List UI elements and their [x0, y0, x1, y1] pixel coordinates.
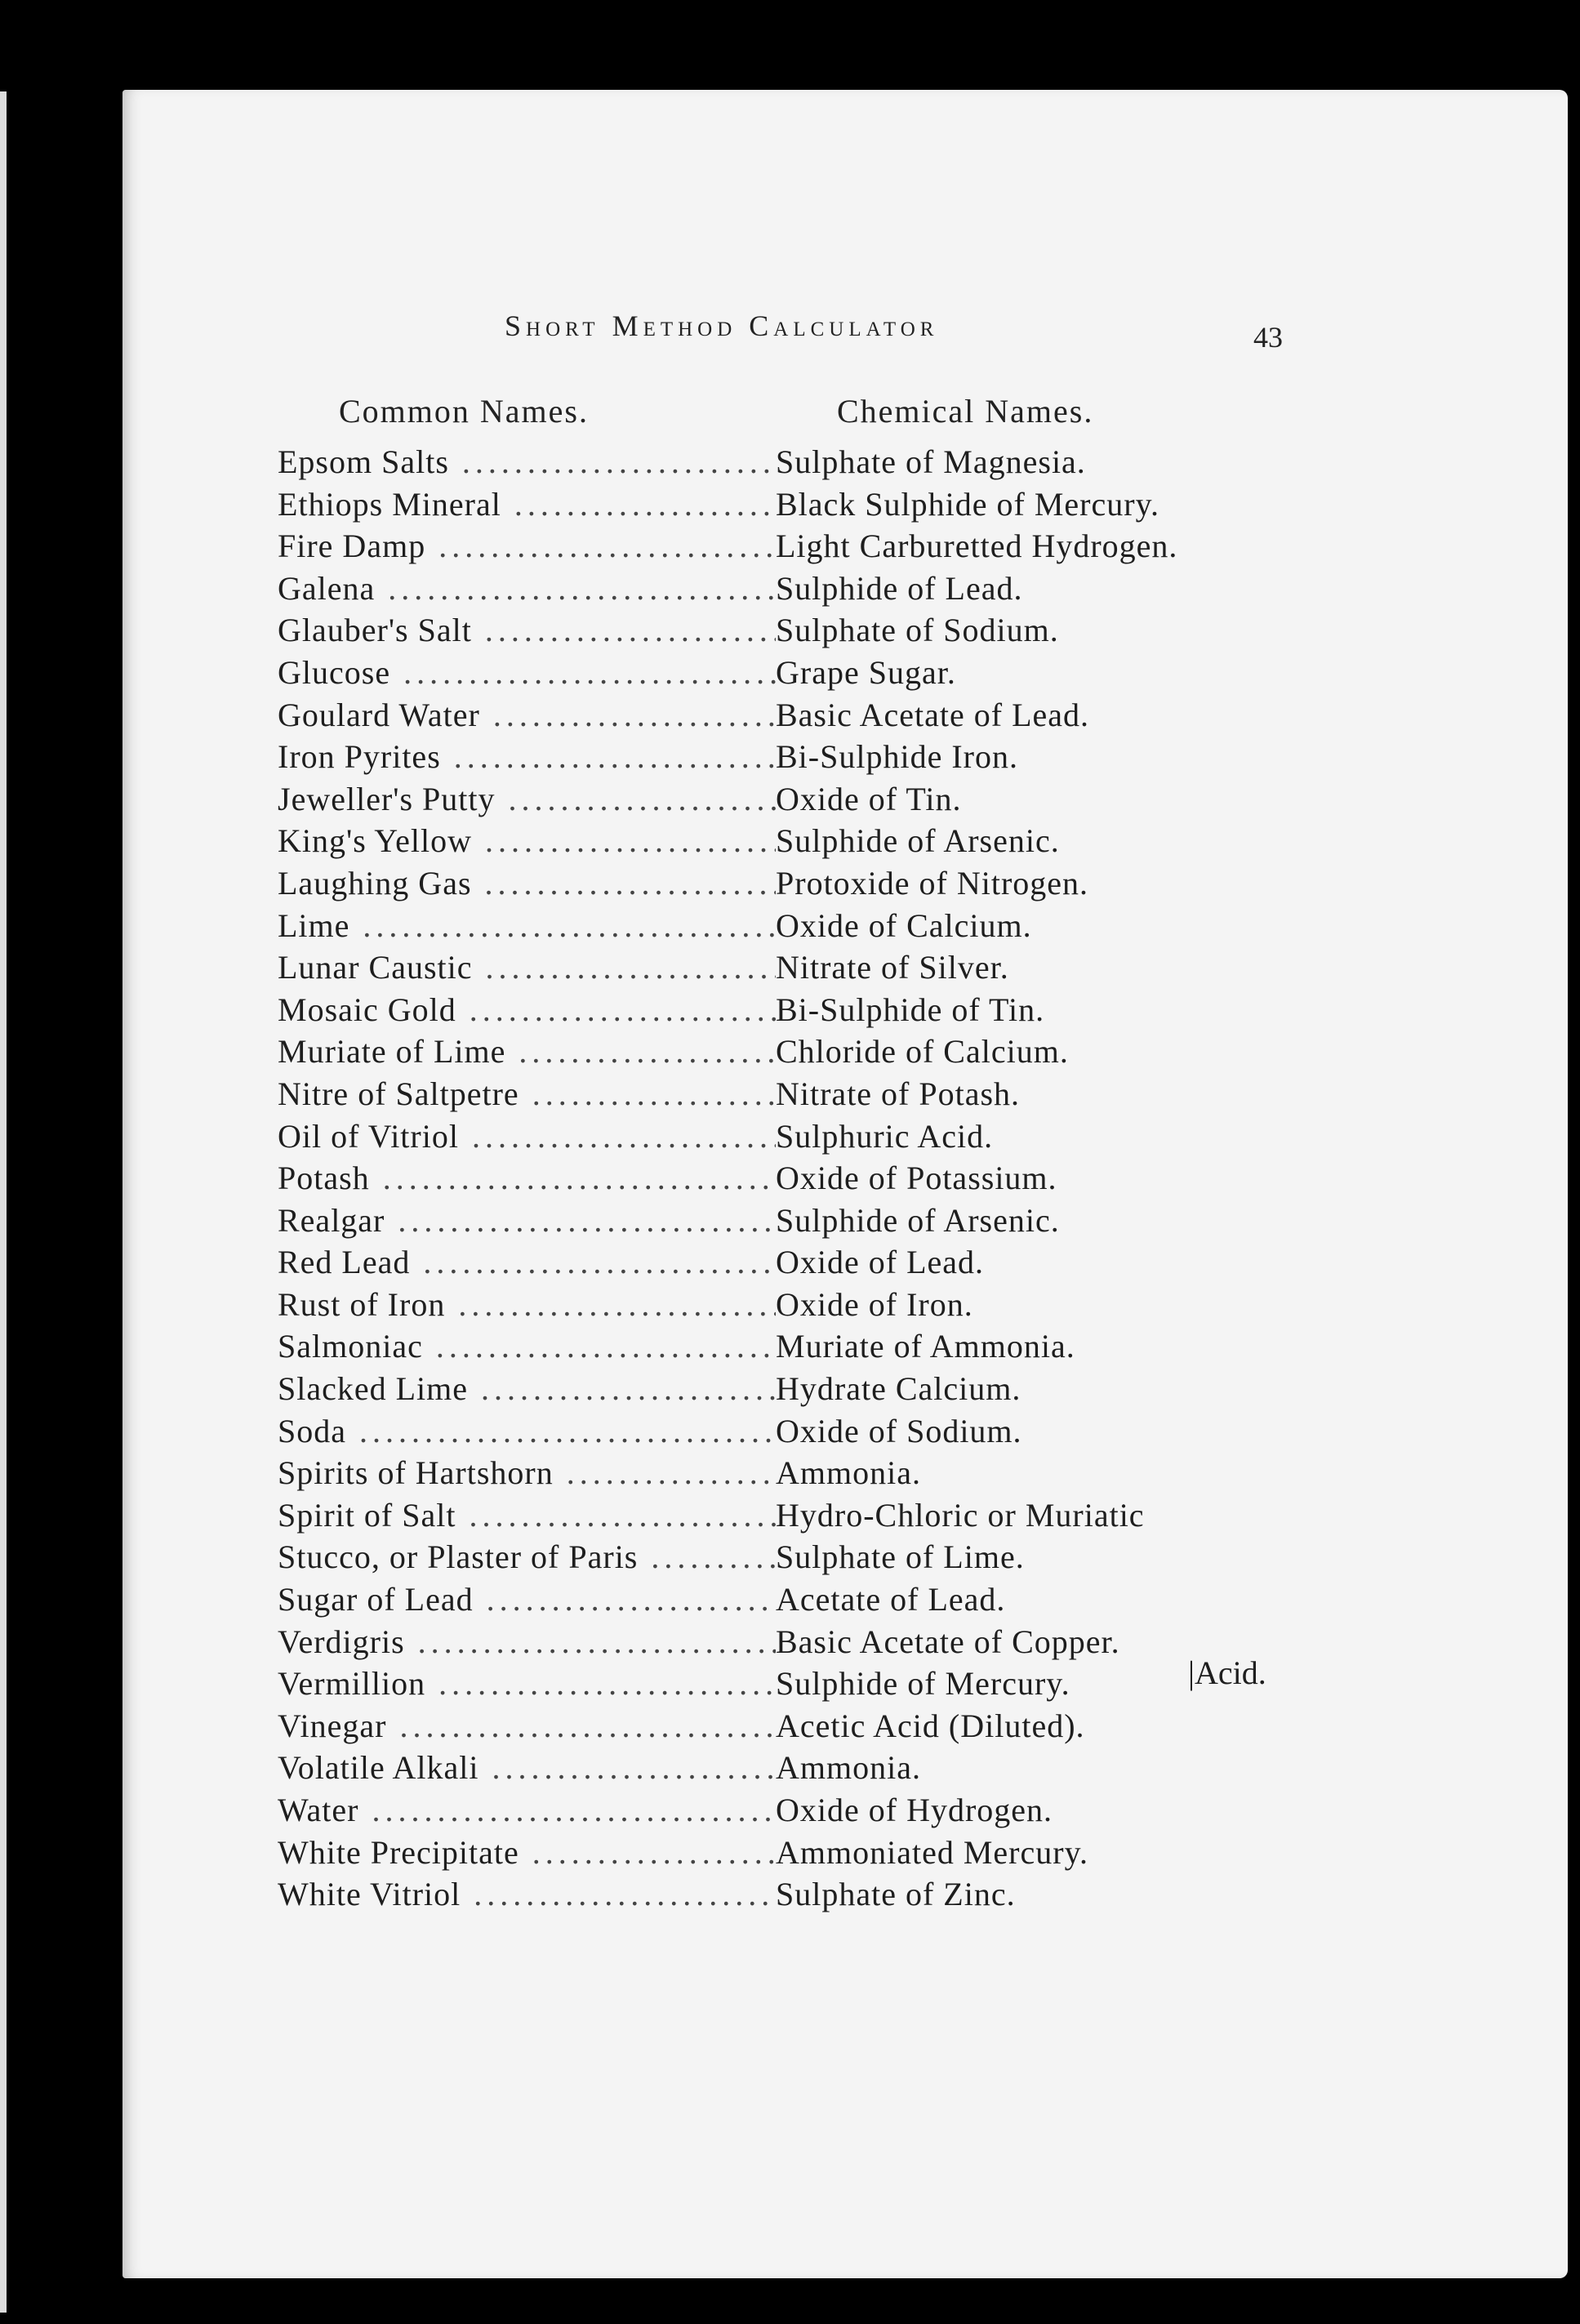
table-row — [278, 778, 1315, 821]
chemical-name: Acetic Acid (Diluted). — [776, 1707, 1085, 1744]
table-row — [278, 1536, 1315, 1578]
table-row — [278, 1073, 1315, 1115]
chemical-name: Black Sulphide of Mercury. — [776, 485, 1159, 523]
common-name: Fire Damp ..... — [278, 525, 776, 568]
common-name: Mosaic Gold ..... — [278, 989, 776, 1031]
table-row — [278, 1621, 1315, 1663]
chemical-name: Muriate of Ammonia. — [776, 1328, 1075, 1365]
running-header: Short Method Calculator — [505, 309, 939, 342]
common-name: Volatile Alkali ..... — [278, 1747, 776, 1789]
common-name: Slacked Lime ..... — [278, 1368, 776, 1410]
common-name: Red Lead ..... — [278, 1241, 776, 1284]
table-row — [278, 1325, 1315, 1368]
chemical-name: Sulphide of Arsenic. — [776, 822, 1060, 860]
common-name: Water ..... — [278, 1789, 776, 1832]
page-number: 43 — [1253, 321, 1283, 354]
table-row — [278, 1031, 1315, 1073]
common-name: Glucose ..... — [278, 652, 776, 694]
common-name: Goulard Water ..... — [278, 694, 776, 737]
chemical-name: Sulphuric Acid. — [776, 1117, 994, 1155]
common-name: Stucco, or Plaster of Paris ..... — [278, 1536, 776, 1578]
table-row — [278, 905, 1315, 947]
table-row — [278, 1578, 1315, 1621]
common-name: Rust of Iron ..... — [278, 1284, 776, 1326]
common-name: Oil of Vitriol ..... — [278, 1115, 776, 1158]
chemical-name: Nitrate of Potash. — [776, 1075, 1021, 1112]
common-name: King's Yellow ..... — [278, 820, 776, 862]
chemical-name: Oxide of Calcium. — [776, 906, 1032, 944]
table-row — [278, 441, 1315, 483]
chemical-name: Basic Acetate of Lead. — [776, 696, 1090, 733]
chemical-name: Acetate of Lead. — [776, 1581, 1006, 1618]
chemical-name: Hydro-Chloric or Muriatic — [776, 1496, 1145, 1534]
common-name: Jeweller's Putty ..... — [278, 778, 776, 821]
common-name: Ethiops Mineral ..... — [278, 483, 776, 526]
column-header-chemical-names: Chemical Names. — [837, 393, 1094, 430]
chemical-name: Chloride of Calcium. — [776, 1033, 1069, 1071]
chemical-name: Bi-Sulphide of Tin. — [776, 991, 1045, 1028]
common-name: Laughing Gas ..... — [278, 862, 776, 905]
chemical-name: Ammonia. — [776, 1749, 921, 1787]
common-name: Vinegar ..... — [278, 1705, 776, 1747]
table-row — [278, 694, 1315, 737]
common-name: Sugar of Lead ..... — [278, 1578, 776, 1621]
table-row — [278, 525, 1315, 568]
common-name: Realgar ..... — [278, 1200, 776, 1242]
chemical-name: Basic Acetate of Copper. — [776, 1623, 1120, 1660]
chemical-name: Oxide of Sodium. — [776, 1412, 1022, 1449]
table-row — [278, 820, 1315, 862]
table-row — [278, 736, 1315, 778]
table-row — [278, 1832, 1315, 1874]
chemical-name: Oxide of Potassium. — [776, 1160, 1057, 1197]
table-row — [278, 946, 1315, 989]
common-name: Potash ..... — [278, 1157, 776, 1200]
table-row — [278, 1452, 1315, 1494]
chemical-name: Protoxide of Nitrogen. — [776, 864, 1089, 902]
chemical-name: Bi-Sulphide Iron. — [776, 738, 1018, 776]
common-name: Lunar Caustic ..... — [278, 946, 776, 989]
common-name: Nitre of Saltpetre ..... — [278, 1073, 776, 1115]
wrapped-continuation-text: |Acid. — [1188, 1654, 1266, 1691]
table-row — [278, 1284, 1315, 1326]
common-name: Iron Pyrites ..... — [278, 736, 776, 778]
chemical-name: Oxide of Hydrogen. — [776, 1792, 1053, 1828]
table-row — [278, 1241, 1315, 1284]
common-name: Spirits of Hartshorn ..... — [278, 1452, 776, 1494]
chemical-name: Sulphate of Sodium. — [776, 612, 1059, 649]
chemical-name: Ammonia. — [776, 1454, 921, 1492]
common-name: Glauber's Salt ..... — [278, 609, 776, 652]
book-spine-edge — [0, 91, 7, 2313]
table-row — [278, 862, 1315, 905]
chemical-name: Light Carburetted Hydrogen. — [776, 528, 1178, 565]
chemical-name: Nitrate of Silver. — [776, 949, 1009, 986]
chemical-name: Sulphate of Magnesia. — [776, 443, 1086, 480]
table-row — [278, 1368, 1315, 1410]
common-name: Spirit of Salt ..... — [278, 1494, 776, 1537]
common-name: Vermillion ..... — [278, 1663, 776, 1705]
table-row — [278, 1410, 1315, 1453]
table-row — [278, 1115, 1315, 1158]
table-row — [278, 1663, 1315, 1705]
common-name: Salmoniac ..... — [278, 1325, 776, 1368]
chemical-name: Oxide of Iron. — [776, 1285, 973, 1323]
chemical-name: Sulphate of Lime. — [776, 1538, 1025, 1576]
common-name: Verdigris ..... — [278, 1621, 776, 1663]
common-name: Muriate of Lime ..... — [278, 1031, 776, 1073]
chemical-name: Sulphide of Arsenic. — [776, 1201, 1060, 1239]
table-row — [278, 483, 1315, 526]
common-name: Lime ..... — [278, 905, 776, 947]
table-row — [278, 1157, 1315, 1200]
common-name: White Precipitate ..... — [278, 1832, 776, 1874]
chemical-name: Sulphate of Zinc. — [776, 1876, 1016, 1913]
column-header-common-names: Common Names. — [339, 393, 589, 430]
chemical-name: Sulphide of Mercury. — [776, 1665, 1070, 1703]
chemical-name: Ammoniated Mercury. — [776, 1833, 1088, 1871]
chemical-name: Oxide of Lead. — [776, 1244, 985, 1281]
common-name: Epsom Salts ..... — [278, 441, 776, 483]
common-name: Soda ..... — [278, 1410, 776, 1453]
table-row — [278, 1747, 1315, 1789]
names-table — [278, 441, 1315, 1916]
table-row — [278, 609, 1315, 652]
chemical-name: Sulphide of Lead. — [776, 569, 1023, 607]
table-row — [278, 1789, 1315, 1832]
table-row — [278, 1873, 1315, 1916]
table-row — [278, 652, 1315, 694]
table-row — [278, 989, 1315, 1031]
chemical-name: Oxide of Tin. — [776, 780, 962, 817]
table-row — [278, 1200, 1315, 1242]
chemical-name: Hydrate Calcium. — [776, 1370, 1021, 1408]
common-name: Galena ..... — [278, 568, 776, 610]
table-row — [278, 1705, 1315, 1747]
table-row — [278, 568, 1315, 610]
chemical-name: Grape Sugar. — [776, 653, 956, 691]
table-row — [278, 1494, 1315, 1537]
common-name: White Vitriol ..... — [278, 1873, 776, 1916]
